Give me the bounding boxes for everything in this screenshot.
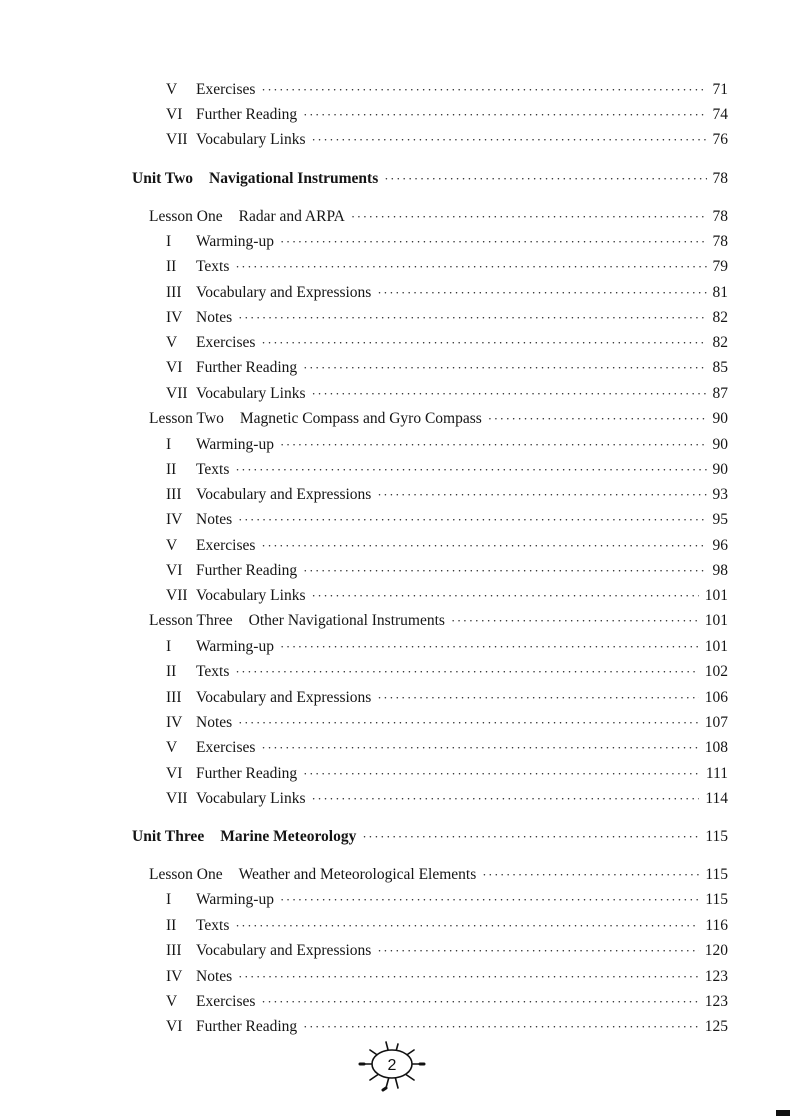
- toc-item[interactable]: [166, 536, 728, 556]
- page-number: 78: [712, 233, 728, 250]
- item-number: II: [166, 917, 177, 934]
- item-title: Texts: [196, 461, 230, 478]
- leader-dots: [280, 890, 699, 910]
- page-number: 102: [704, 663, 728, 680]
- item-title: Further Reading: [196, 562, 298, 579]
- item-title: Exercises: [196, 739, 256, 756]
- leader-dots: [482, 865, 699, 885]
- toc-item-vocabulary-links[interactable]: [166, 130, 728, 150]
- page-number: 98: [712, 562, 728, 579]
- page-footer: [352, 1040, 432, 1096]
- leader-dots: [377, 485, 706, 505]
- page-number: 114: [705, 790, 728, 807]
- page-number: 82: [712, 334, 728, 351]
- footer-page-number: 2: [387, 1057, 397, 1074]
- toc-lesson-weather[interactable]: [149, 865, 728, 885]
- item-title: Warming-up: [196, 638, 274, 655]
- page-number: 74: [712, 106, 728, 123]
- item-number: VI: [166, 106, 183, 123]
- page-number: 90: [712, 436, 728, 453]
- page-number: 93: [712, 486, 728, 503]
- page-number: 85: [712, 359, 728, 376]
- item-title: Further Reading: [196, 359, 298, 376]
- page-number: 96: [712, 537, 728, 554]
- toc-lesson-radar-arpa[interactable]: [149, 207, 728, 227]
- item-number: VII: [166, 587, 188, 604]
- toc-unit-two[interactable]: [132, 169, 728, 189]
- toc-item[interactable]: [166, 283, 728, 303]
- ship-wheel-icon: [352, 1040, 432, 1096]
- toc-item[interactable]: [166, 713, 728, 733]
- item-number: VI: [166, 765, 183, 782]
- page-number: 81: [712, 284, 728, 301]
- lesson-label: Lesson Two: [149, 410, 224, 427]
- leader-dots: [384, 169, 706, 189]
- toc-item[interactable]: [166, 688, 728, 708]
- lesson-title: Weather and Meteorological Elements: [238, 866, 477, 883]
- item-number: II: [166, 461, 177, 478]
- item-number: IV: [166, 511, 183, 528]
- item-number: VII: [166, 385, 188, 402]
- item-title: Vocabulary Links: [196, 587, 306, 604]
- toc-item[interactable]: [166, 561, 728, 581]
- leader-dots: [261, 992, 698, 1012]
- item-title: Warming-up: [196, 233, 274, 250]
- leader-dots: [238, 308, 706, 328]
- leader-dots: [261, 80, 706, 100]
- item-number: V: [166, 993, 178, 1010]
- leader-dots: [235, 662, 698, 682]
- leader-dots: [311, 130, 706, 150]
- toc-item[interactable]: [166, 967, 728, 987]
- page-number: 101: [704, 612, 728, 629]
- item-title: Exercises: [196, 537, 256, 554]
- item-title: Notes: [196, 511, 233, 528]
- page-number: 90: [712, 410, 728, 427]
- page-number: 123: [704, 968, 728, 985]
- toc-item[interactable]: [166, 764, 728, 784]
- item-number: I: [166, 233, 172, 250]
- toc-item[interactable]: [166, 789, 728, 809]
- toc-item[interactable]: [166, 460, 728, 480]
- corner-mark: [776, 1110, 790, 1116]
- item-number: IV: [166, 714, 183, 731]
- unit-title: Navigational Instruments: [209, 170, 379, 187]
- page-number: 78: [712, 170, 728, 187]
- page-number: 115: [705, 891, 728, 908]
- leader-dots: [235, 916, 699, 936]
- leader-dots: [377, 688, 698, 708]
- leader-dots: [311, 384, 706, 404]
- unit-title: Marine Meteorology: [220, 828, 357, 845]
- toc-item[interactable]: [166, 308, 728, 328]
- toc-lesson-other-instruments[interactable]: [149, 611, 728, 631]
- page-number: 101: [704, 587, 728, 604]
- item-number: II: [166, 258, 177, 275]
- item-number: VI: [166, 562, 183, 579]
- page-number: 107: [704, 714, 728, 731]
- item-title: Notes: [196, 309, 233, 326]
- item-number: V: [166, 739, 178, 756]
- item-title: Notes: [196, 714, 233, 731]
- toc-item-further-reading[interactable]: [166, 105, 728, 125]
- item-title: Further Reading: [196, 765, 298, 782]
- item-title: Vocabulary and Expressions: [196, 486, 372, 503]
- leader-dots: [303, 764, 700, 784]
- item-title: Further Reading: [196, 106, 298, 123]
- lesson-label: Lesson Three: [149, 612, 233, 629]
- leader-dots: [488, 409, 707, 429]
- leader-dots: [261, 738, 698, 758]
- page-number: 116: [705, 917, 728, 934]
- toc-item[interactable]: [166, 738, 728, 758]
- page-number: 79: [712, 258, 728, 275]
- toc-lesson-compass[interactable]: [149, 409, 728, 429]
- item-title: Further Reading: [196, 1018, 298, 1035]
- leader-dots: [261, 536, 706, 556]
- item-title: Exercises: [196, 993, 256, 1010]
- leader-dots: [303, 1017, 699, 1037]
- leader-dots: [377, 941, 698, 961]
- item-title: Vocabulary Links: [196, 385, 306, 402]
- leader-dots: [280, 637, 699, 657]
- page-number: 108: [704, 739, 728, 756]
- item-title: Vocabulary and Expressions: [196, 284, 372, 301]
- item-title: Texts: [196, 258, 230, 275]
- item-title: Vocabulary and Expressions: [196, 689, 372, 706]
- page-number: 125: [704, 1018, 728, 1035]
- item-number: VI: [166, 359, 183, 376]
- item-title: Vocabulary and Expressions: [196, 942, 372, 959]
- page-number: 111: [705, 765, 728, 782]
- item-title: Notes: [196, 968, 233, 985]
- item-title: Vocabulary Links: [196, 131, 306, 148]
- page-number: 115: [705, 866, 728, 883]
- lesson-title: Other Navigational Instruments: [248, 612, 445, 629]
- leader-dots: [451, 611, 699, 631]
- page-number: 101: [704, 638, 728, 655]
- leader-dots: [235, 257, 706, 277]
- item-number: I: [166, 638, 172, 655]
- item-title: Vocabulary Links: [196, 790, 306, 807]
- item-number: VII: [166, 790, 188, 807]
- toc-item[interactable]: [166, 916, 728, 936]
- item-number: I: [166, 436, 172, 453]
- toc-item[interactable]: [166, 637, 728, 657]
- item-number: II: [166, 663, 177, 680]
- item-number: IV: [166, 968, 183, 985]
- item-title: Warming-up: [196, 891, 274, 908]
- leader-dots: [303, 358, 706, 378]
- item-number: IV: [166, 309, 183, 326]
- page-number: 87: [712, 385, 728, 402]
- item-title: Exercises: [196, 334, 256, 351]
- leader-dots: [311, 586, 698, 606]
- item-number: I: [166, 891, 172, 908]
- toc-item[interactable]: [166, 333, 728, 353]
- toc-item[interactable]: [166, 485, 728, 505]
- item-title: Texts: [196, 663, 230, 680]
- toc-item-exercises[interactable]: [166, 80, 728, 100]
- item-title: Texts: [196, 917, 230, 934]
- lesson-label: Lesson One: [149, 208, 223, 225]
- item-number: V: [166, 334, 178, 351]
- lesson-title: Magnetic Compass and Gyro Compass: [239, 410, 482, 427]
- page-number: 71: [712, 81, 728, 98]
- toc-item[interactable]: [166, 1017, 728, 1037]
- leader-dots: [235, 460, 706, 480]
- item-number: V: [166, 537, 178, 554]
- leader-dots: [351, 207, 707, 227]
- lesson-title: Radar and ARPA: [238, 208, 345, 225]
- page-number: 76: [712, 131, 728, 148]
- leader-dots: [377, 283, 706, 303]
- leader-dots: [311, 789, 699, 809]
- lesson-label: Lesson One: [149, 866, 223, 883]
- leader-dots: [362, 827, 699, 847]
- toc-item[interactable]: [166, 662, 728, 682]
- leader-dots: [280, 232, 707, 252]
- page-number: 120: [704, 942, 728, 959]
- leader-dots: [238, 967, 699, 987]
- leader-dots: [261, 333, 706, 353]
- item-number: III: [166, 486, 182, 503]
- toc-item[interactable]: [166, 435, 728, 455]
- item-title: Exercises: [196, 81, 256, 98]
- toc-item[interactable]: [166, 232, 728, 252]
- leader-dots: [238, 713, 699, 733]
- page-number: 78: [712, 208, 728, 225]
- leader-dots: [280, 435, 707, 455]
- toc-unit-three[interactable]: [132, 827, 728, 847]
- page-number: 115: [705, 828, 728, 845]
- item-title: Warming-up: [196, 436, 274, 453]
- item-number: III: [166, 942, 182, 959]
- page-number: 95: [712, 511, 728, 528]
- leader-dots: [303, 561, 706, 581]
- page-number: 106: [704, 689, 728, 706]
- toc-item[interactable]: [166, 941, 728, 961]
- leader-dots: [303, 105, 706, 125]
- toc-item[interactable]: [166, 358, 728, 378]
- item-number: VII: [166, 131, 188, 148]
- unit-label: Unit Two: [132, 170, 194, 187]
- toc-item[interactable]: [166, 992, 728, 1012]
- toc-item[interactable]: [166, 586, 728, 606]
- item-number: VI: [166, 1018, 183, 1035]
- item-number: III: [166, 284, 182, 301]
- item-number: V: [166, 81, 178, 98]
- toc-item[interactable]: [166, 510, 728, 530]
- page-number: 123: [704, 993, 728, 1010]
- toc-item[interactable]: [166, 384, 728, 404]
- page-number: 82: [712, 309, 728, 326]
- unit-label: Unit Three: [132, 828, 205, 845]
- leader-dots: [238, 510, 706, 530]
- item-number: III: [166, 689, 182, 706]
- page-number: 90: [712, 461, 728, 478]
- toc-item[interactable]: [166, 890, 728, 910]
- toc-item[interactable]: [166, 257, 728, 277]
